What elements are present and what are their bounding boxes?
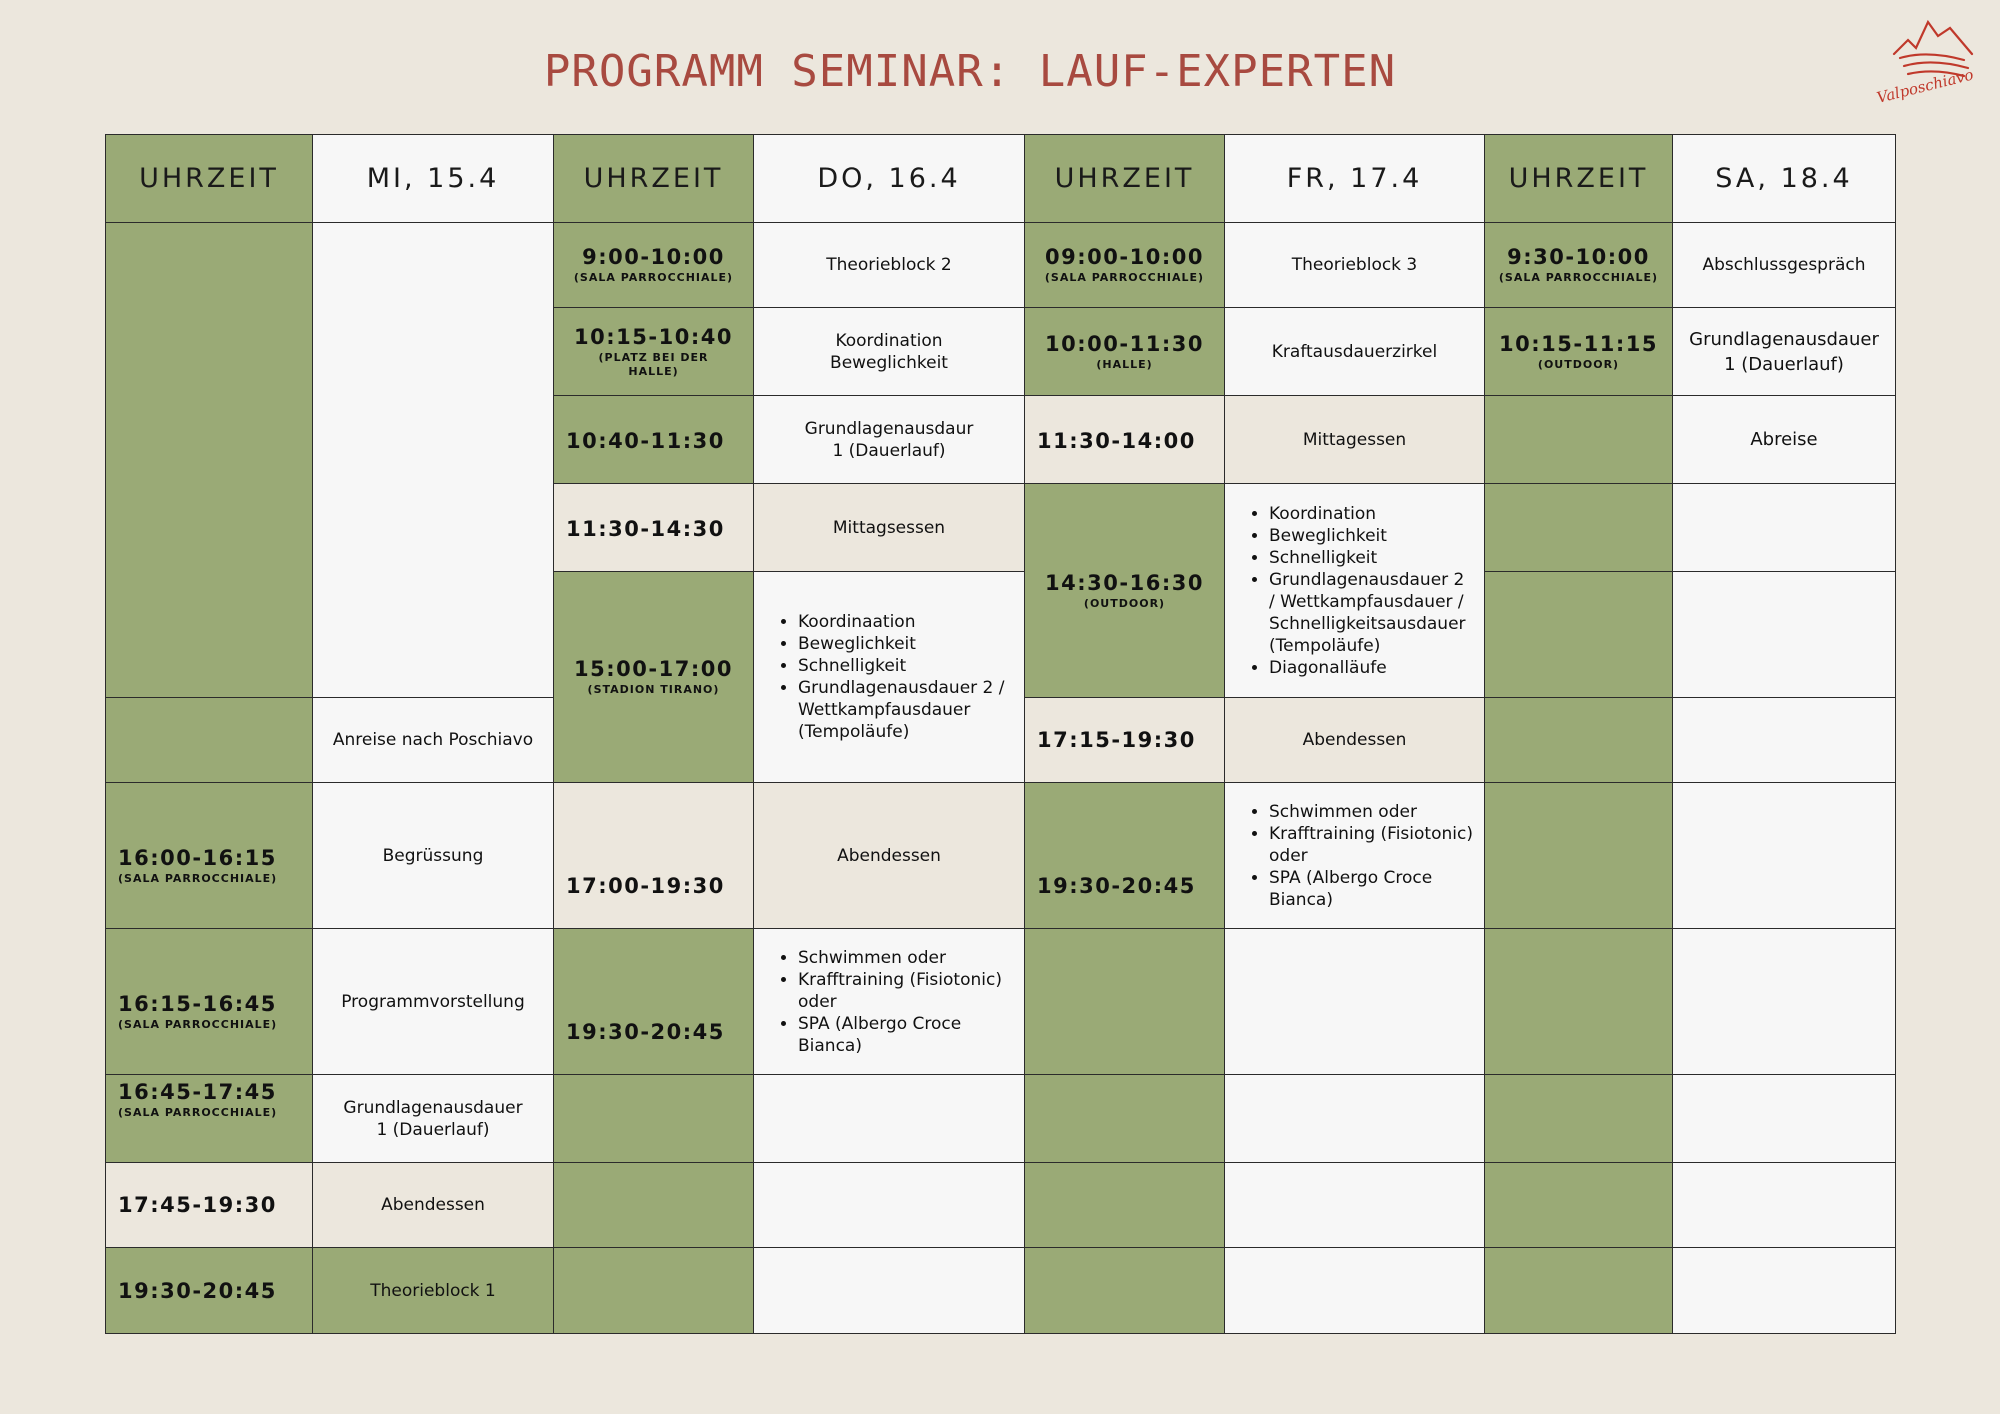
time-range: 10:15-11:15: [1499, 331, 1658, 356]
time-range: 19:30-20:45: [118, 1279, 277, 1303]
time-range: 17:15-19:30: [1037, 728, 1196, 752]
empty-cell: [1484, 483, 1673, 572]
list-item: • SPA (Albergo Croce Bianca): [798, 1013, 1014, 1057]
time-range: 14:30-16:30: [1045, 570, 1204, 595]
activity-list: [1225, 801, 1484, 911]
empty-cell: [1672, 697, 1896, 783]
activity-label: Abendessen: [837, 845, 941, 866]
empty-cell: [1484, 1247, 1673, 1334]
time-range: 10:40-11:30: [566, 429, 725, 453]
activity-list-cell: [753, 571, 1025, 783]
time-range: 17:45-19:30: [118, 1193, 277, 1217]
time-cell: [1024, 697, 1225, 783]
list-item: • SPA (Albergo Croce Bianca): [1269, 867, 1474, 911]
empty-cell: [1672, 1247, 1896, 1334]
empty-cell: [553, 1074, 754, 1163]
location-label: (OUTDOOR): [1083, 596, 1166, 610]
activity-label: Theorieblock 2: [826, 255, 952, 275]
list-item: • Krafftraining (Fisiotonic) oder: [1269, 823, 1474, 867]
activity-cell: [1224, 222, 1485, 308]
empty-cell: [105, 222, 313, 698]
time-cell: [105, 1247, 313, 1334]
activity-label: Anreise nach Poschiavo: [332, 730, 534, 750]
empty-cell: [1484, 571, 1673, 698]
activity-label: Grundlagenausdaur 1 (Dauerlauf): [804, 418, 974, 461]
header-time: UHRZEIT: [1484, 134, 1673, 223]
list-item: • Krafftraining (Fisiotonic) oder: [798, 969, 1014, 1013]
time-cell: [1024, 395, 1225, 484]
time-cell: [1024, 307, 1225, 396]
activity-cell: [753, 483, 1025, 572]
activity-cell: [312, 782, 554, 929]
location-label: (HALLE): [1096, 357, 1153, 371]
empty-cell: [312, 222, 554, 698]
list-item: • Schwimmen oder: [1269, 801, 1474, 823]
activity-label: Grundlagenausdauer 1 (Dauerlauf): [1689, 328, 1879, 375]
list-item: • Schwimmen oder: [798, 947, 1014, 969]
empty-cell: [753, 1162, 1025, 1248]
time-cell: [105, 928, 313, 1075]
time-cell: [105, 1074, 313, 1163]
time-cell: [105, 1162, 313, 1248]
empty-cell: [753, 1074, 1025, 1163]
time-cell: [1024, 782, 1225, 929]
activity-label: Theorieblock 3: [1291, 255, 1418, 275]
activity-label: Theorieblock 1: [370, 1280, 496, 1301]
location-label: (PLATZ BEI DER HALLE): [598, 350, 709, 378]
header-day: SA, 18.4: [1672, 134, 1896, 223]
time-range: 9:00-10:00: [582, 245, 725, 269]
empty-cell: [553, 1247, 754, 1334]
activity-label: Programmvorstellung: [341, 991, 525, 1012]
header-time: UHRZEIT: [1024, 134, 1225, 223]
empty-cell: [1484, 1162, 1673, 1248]
header-day: DO, 16.4: [753, 134, 1025, 223]
list-item: • Beweglichkeit: [798, 633, 1014, 655]
time-cell: [105, 782, 313, 929]
time-range: 11:30-14:30: [566, 517, 725, 541]
empty-cell: [1024, 1162, 1225, 1248]
activity-label: Grundlagenausdauer 1 (Dauerlauf): [343, 1097, 523, 1140]
header-day: MI, 15.4: [312, 134, 554, 223]
activity-list: [754, 611, 1024, 743]
activity-cell: [1672, 222, 1896, 308]
empty-cell: [1484, 928, 1673, 1075]
list-item: • Koordinaation: [798, 611, 1014, 633]
location-label: (SALA PARROCCHIALE): [118, 1018, 278, 1031]
activity-cell: [753, 307, 1025, 396]
list-item: • Grundlagenausdauer 2 / Wettkampfausdauer / Schnelligkeitsausdauer (Tempoläufe): [1269, 569, 1474, 657]
empty-cell: [1672, 571, 1896, 698]
empty-cell: [1224, 1162, 1485, 1248]
time-cell: [553, 307, 754, 396]
activity-label: Mittagessen: [1302, 429, 1407, 450]
activity-label: Kraftausdauerzirkel: [1271, 341, 1438, 362]
empty-cell: [553, 1162, 754, 1248]
time-range: 9:30-10:00: [1507, 245, 1650, 269]
empty-cell: [1484, 782, 1673, 929]
empty-cell: [1024, 1074, 1225, 1163]
location-label: (SALA PARROCCHIALE): [118, 872, 278, 885]
empty-cell: [1672, 1162, 1896, 1248]
list-item: • Koordination: [1269, 503, 1474, 525]
time-cell: [1024, 222, 1225, 308]
page-title: PROGRAMM SEMINAR: LAUF-EXPERTEN: [543, 46, 1397, 97]
activity-list-cell: [1224, 483, 1485, 698]
activity-label: Begrüssung: [382, 845, 484, 866]
list-item: • Grundlagenausdauer 2 / Wettkampfausdauer (Tempoläufe): [798, 677, 1014, 743]
time-cell: [553, 571, 754, 783]
empty-cell: [753, 1247, 1025, 1334]
header-time: UHRZEIT: [105, 134, 313, 223]
activity-list: [1225, 503, 1484, 679]
activity-label: Abendessen: [1302, 730, 1407, 750]
list-item: • Diagonalläufe: [1269, 657, 1474, 679]
time-cell: [553, 395, 754, 484]
time-range: 16:45-17:45: [118, 1080, 277, 1104]
logo-text: Valposchiavo: [1874, 65, 1976, 107]
empty-cell: [1672, 782, 1896, 929]
activity-cell: [753, 222, 1025, 308]
time-cell: [1484, 222, 1673, 308]
empty-cell: [1484, 697, 1673, 783]
activity-label: Abendessen: [381, 1195, 485, 1215]
location-label: (SALA PARROCCHIALE): [1498, 271, 1659, 284]
header-time: UHRZEIT: [553, 134, 754, 223]
empty-cell: [1484, 395, 1673, 484]
time-range: 17:00-19:30: [566, 874, 725, 898]
activity-cell: [312, 1074, 554, 1163]
list-item: • Schnelligkeit: [798, 655, 1014, 677]
activity-label: Koordination Beweglichkeit: [830, 330, 948, 373]
list-item: • Beweglichkeit: [1269, 525, 1474, 547]
activity-label: Abreise: [1750, 429, 1818, 450]
empty-cell: [1024, 1247, 1225, 1334]
time-cell: [553, 928, 754, 1075]
time-cell: [1484, 307, 1673, 396]
empty-cell: [1224, 1074, 1485, 1163]
activity-cell: [1672, 307, 1896, 396]
time-range: 19:30-20:45: [1037, 874, 1196, 898]
time-cell: [553, 782, 754, 929]
location-label: (SALA PARROCCHIALE): [573, 271, 734, 284]
activity-label: Abschlussgespräch: [1702, 255, 1866, 275]
list-item: • Schnelligkeit: [1269, 547, 1474, 569]
time-range: 16:00-16:15: [118, 846, 277, 870]
time-range: 10:00-11:30: [1045, 331, 1204, 356]
activity-cell: [1224, 307, 1485, 396]
activity-label: Mittagsessen: [832, 517, 946, 538]
location-label: (SALA PARROCCHIALE): [1044, 271, 1205, 284]
activity-cell: [1224, 697, 1485, 783]
empty-cell: [1024, 928, 1225, 1075]
time-cell: [553, 483, 754, 572]
activity-cell: [1672, 395, 1896, 484]
header-day: FR, 17.4: [1224, 134, 1485, 223]
empty-cell: [1672, 928, 1896, 1075]
activity-cell: [753, 782, 1025, 929]
activity-cell: [753, 395, 1025, 484]
activity-cell: [1224, 395, 1485, 484]
time-cell: [553, 222, 754, 308]
empty-cell: [105, 697, 313, 783]
time-range: 15:00-17:00: [574, 657, 733, 681]
time-range: 16:15-16:45: [118, 992, 277, 1016]
activity-cell: [312, 697, 554, 783]
time-range: 11:30-14:00: [1037, 429, 1196, 453]
time-range: 19:30-20:45: [566, 1020, 725, 1044]
empty-cell: [1484, 1074, 1673, 1163]
activity-cell: [312, 928, 554, 1075]
time-range: 09:00-10:00: [1045, 245, 1204, 269]
activity-list-cell: [1224, 782, 1485, 929]
location-label: (STADION TIRANO): [587, 683, 720, 696]
activity-cell: [312, 1247, 554, 1334]
empty-cell: [1224, 928, 1485, 1075]
empty-cell: [1672, 483, 1896, 572]
empty-cell: [1672, 1074, 1896, 1163]
location-label: (OUTDOOR): [1537, 357, 1620, 371]
activity-list-cell: [753, 928, 1025, 1075]
location-label: (SALA PARROCCHIALE): [118, 1106, 278, 1119]
time-cell: [1024, 483, 1225, 698]
time-range: 10:15-10:40: [574, 324, 733, 349]
activity-list: [754, 947, 1024, 1057]
empty-cell: [1224, 1247, 1485, 1334]
activity-cell: [312, 1162, 554, 1248]
